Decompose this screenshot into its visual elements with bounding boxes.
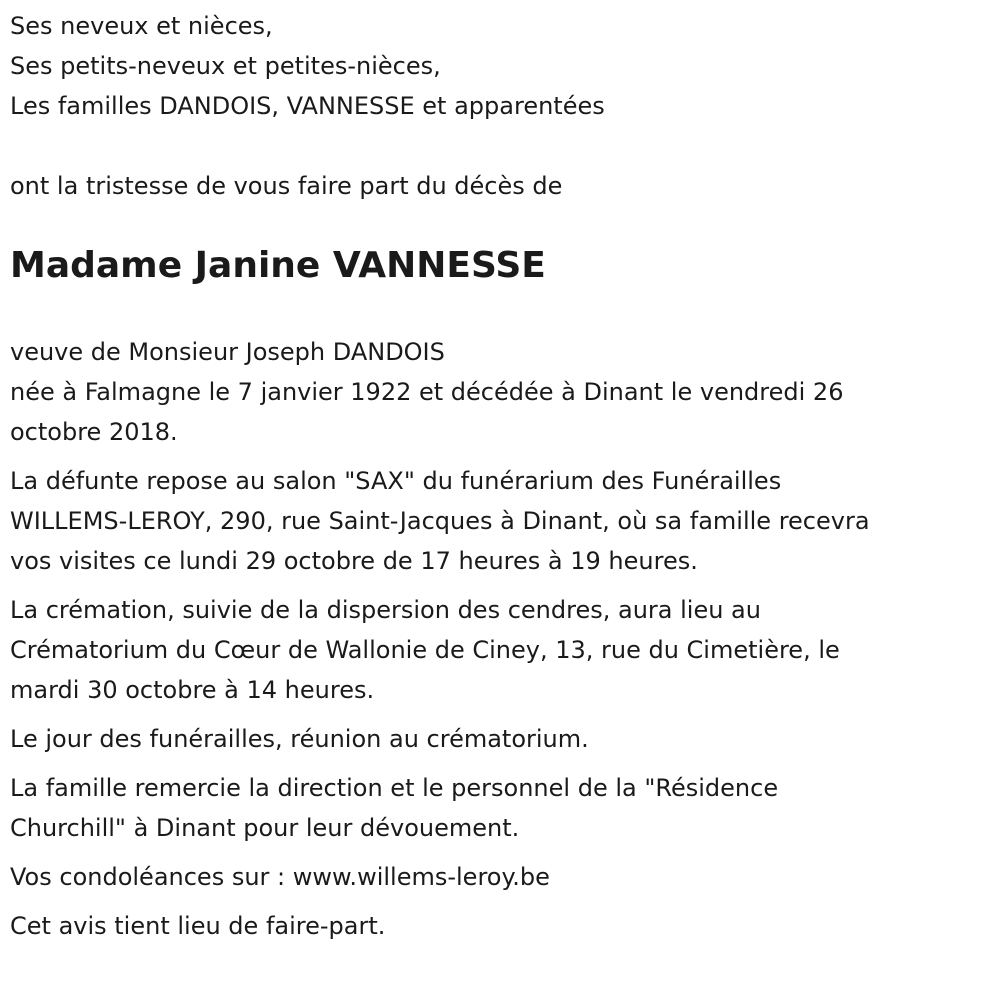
- cremation-line: La crémation, suivie de la dispersion des cendres, aura lieu au: [10, 596, 761, 624]
- thanks-paragraph: [10, 768, 985, 848]
- viewing-line: La défunte repose au salon "SAX" du funérarium des Funérailles: [10, 467, 782, 495]
- viewing-paragraph: [10, 461, 985, 581]
- viewing-line: vos visites ce lundi 29 octobre de 17 heures à 19 heures.: [10, 547, 698, 575]
- thanks-line: La famille remercie la direction et le personnel de la "Résidence: [10, 774, 779, 802]
- announcer-line-grandnephews: Ses petits-neveux et petites-nièces,: [10, 52, 441, 80]
- cremation-line: Crématorium du Cœur de Wallonie de Ciney, 13, rue du Cimetière, le: [10, 636, 840, 664]
- cremation-line: mardi 30 octobre à 14 heures.: [10, 676, 375, 704]
- condolences-link[interactable]: Vos condoléances sur : www.willems-leroy.be: [10, 863, 550, 891]
- birth-death-line: née à Falmagne le 7 janvier 1922 et décédée à Dinant le vendredi 26: [10, 378, 844, 406]
- condolences-paragraph: [10, 857, 985, 897]
- viewing-line: WILLEMS-LEROY, 290, rue Saint-Jacques à Dinant, où sa famille recevra: [10, 507, 870, 535]
- closing-paragraph: [10, 906, 985, 946]
- birth-death-paragraph: [10, 372, 985, 452]
- deceased-name: Madame Janine VANNESSE: [10, 245, 546, 286]
- announcer-line-families: Les familles DANDOIS, VANNESSE et apparentées: [10, 92, 605, 120]
- announcer-line-nephews: Ses neveux et nièces,: [10, 12, 273, 40]
- intro-text: ont la tristesse de vous faire part du décès de: [10, 172, 563, 200]
- thanks-line: Churchill" à Dinant pour leur dévouement.: [10, 814, 520, 842]
- closing-text: Cet avis tient lieu de faire-part.: [10, 912, 386, 940]
- funeral-day-paragraph: [10, 719, 985, 759]
- birth-death-line: octobre 2018.: [10, 418, 178, 446]
- funeral-day-text: Le jour des funérailles, réunion au crématorium.: [10, 725, 589, 753]
- obituary-notice: [10, 6, 985, 946]
- spouse-text: veuve de Monsieur Joseph DANDOIS: [10, 338, 445, 366]
- cremation-paragraph: [10, 590, 985, 710]
